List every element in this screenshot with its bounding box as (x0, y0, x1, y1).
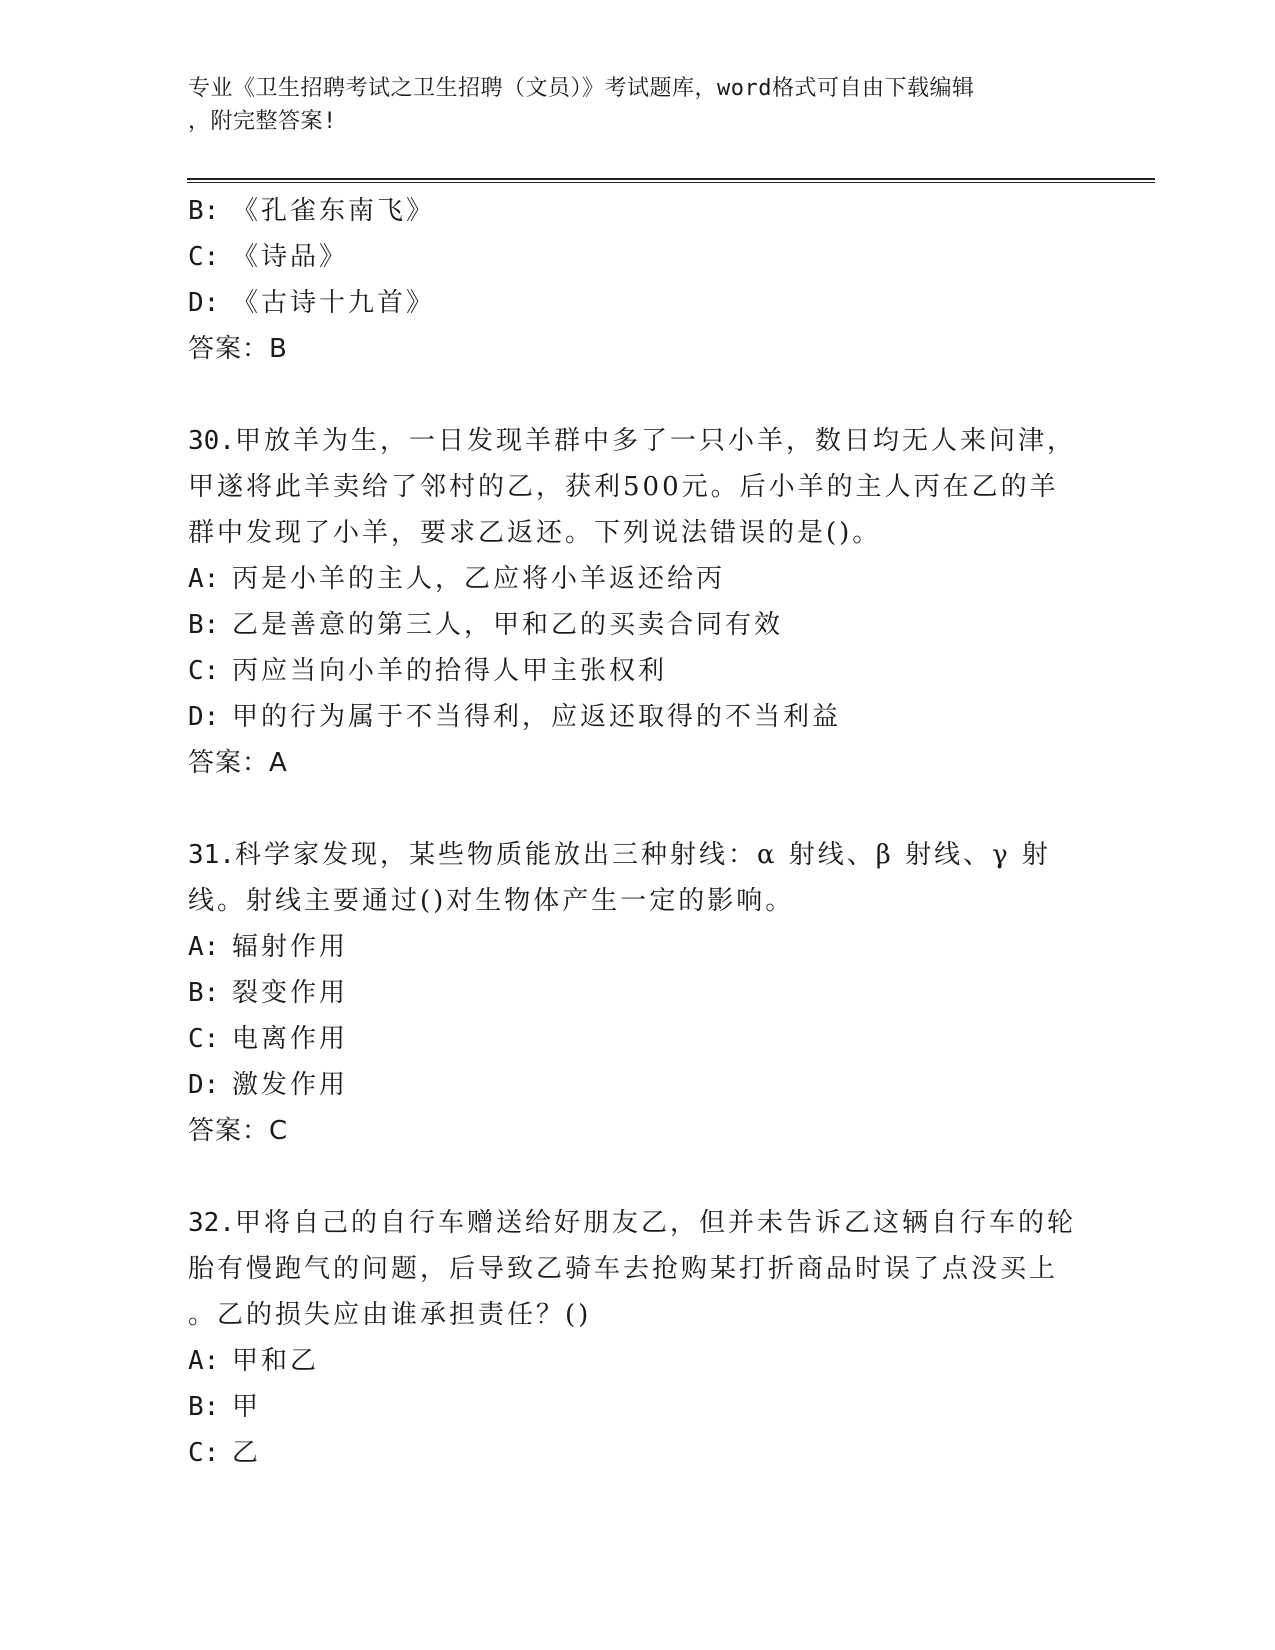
option-row (188, 556, 1088, 602)
option-row (188, 280, 1088, 326)
header-line-1: 专业《卫生招聘考试之卫生招聘（文员）》考试题库，word格式可自由下载编辑 (188, 76, 975, 101)
question-text-line: 群中发现了小羊，要求乙返还。下列说法错误的是()。 (188, 518, 882, 548)
header-divider (187, 178, 1155, 183)
header-line-2: ，附完整答案! (188, 109, 337, 134)
option-row (188, 234, 1088, 280)
option-text: 乙是善意的第三人，甲和乙的买卖合同有效 (232, 610, 784, 640)
option-letter: A: (188, 564, 220, 594)
option-text: 甲 (232, 1392, 262, 1422)
option-letter: C: (188, 656, 220, 686)
question-number: 31. (188, 840, 235, 870)
option-letter: C: (188, 242, 220, 272)
option-text: 《诗品》 (232, 242, 349, 272)
question-31 (188, 832, 1088, 1154)
question-number: 32. (188, 1208, 235, 1238)
option-row (188, 188, 1088, 234)
option-row (188, 1338, 1088, 1384)
option-letter: C: (188, 1024, 220, 1054)
question-content (188, 188, 1088, 1476)
question-text: 甲将自己的自行车赠送给好朋友乙，但并未告诉乙这辆自行车的轮 (234, 1208, 1076, 1238)
question-number: 30. (188, 426, 235, 456)
option-row (188, 1016, 1088, 1062)
question-text-line: 线。射线主要通过()对生物体产生一定的影响。 (188, 886, 795, 916)
option-row (188, 602, 1088, 648)
option-letter: B: (188, 1392, 220, 1422)
option-letter: D: (188, 288, 220, 318)
option-row (188, 924, 1088, 970)
option-text: 甲的行为属于不当得利，应返还取得的不当利益 (232, 702, 842, 732)
option-letter: B: (188, 978, 220, 1008)
question-text-line: 。乙的损失应由谁承担责任？() (188, 1300, 592, 1330)
option-text: 甲和乙 (232, 1346, 320, 1376)
option-row (188, 1384, 1088, 1430)
option-text: 电离作用 (232, 1024, 349, 1054)
question-text-line (188, 832, 1088, 878)
option-letter: D: (188, 702, 220, 732)
option-text: 丙是小羊的主人，乙应将小羊返还给丙 (232, 564, 726, 594)
answer-line: 答案：A (188, 748, 288, 778)
option-row (188, 694, 1088, 740)
answer-line: 答案：B (188, 334, 288, 364)
option-text: 丙应当向小羊的拾得人甲主张权利 (232, 656, 668, 686)
option-text: 激发作用 (232, 1070, 349, 1100)
option-letter: B: (188, 196, 220, 226)
option-text: 《孔雀东南飞》 (232, 196, 436, 226)
option-row (188, 1062, 1088, 1108)
option-text: 裂变作用 (232, 978, 349, 1008)
option-letter: A: (188, 932, 220, 962)
option-letter: A: (188, 1346, 220, 1376)
question-32 (188, 1200, 1088, 1476)
page-header (188, 72, 1068, 138)
option-row (188, 648, 1088, 694)
option-letter: B: (188, 610, 220, 640)
option-text: 《古诗十九首》 (232, 288, 436, 318)
question-text-line (188, 418, 1088, 464)
answer-line: 答案：C (188, 1116, 289, 1146)
option-row (188, 970, 1088, 1016)
option-letter: C: (188, 1438, 220, 1468)
option-row (188, 1430, 1088, 1476)
option-text: 辐射作用 (232, 932, 349, 962)
question-30 (188, 418, 1088, 786)
question-text-line: 甲遂将此羊卖给了邻村的乙，获利500元。后小羊的主人丙在乙的羊 (188, 472, 1059, 502)
prev-question (188, 188, 1088, 372)
question-text: 科学家发现，某些物质能放出三种射线：α 射线、β 射线、γ 射 (234, 840, 1051, 870)
question-text-line (188, 1200, 1088, 1246)
question-text: 甲放羊为生，一日发现羊群中多了一只小羊，数日均无人来问津， (234, 426, 1076, 456)
option-text: 乙 (232, 1438, 262, 1468)
question-text-line: 胎有慢跑气的问题，后导致乙骑车去抢购某打折商品时误了点没买上 (188, 1254, 1059, 1284)
option-letter: D: (188, 1070, 220, 1100)
